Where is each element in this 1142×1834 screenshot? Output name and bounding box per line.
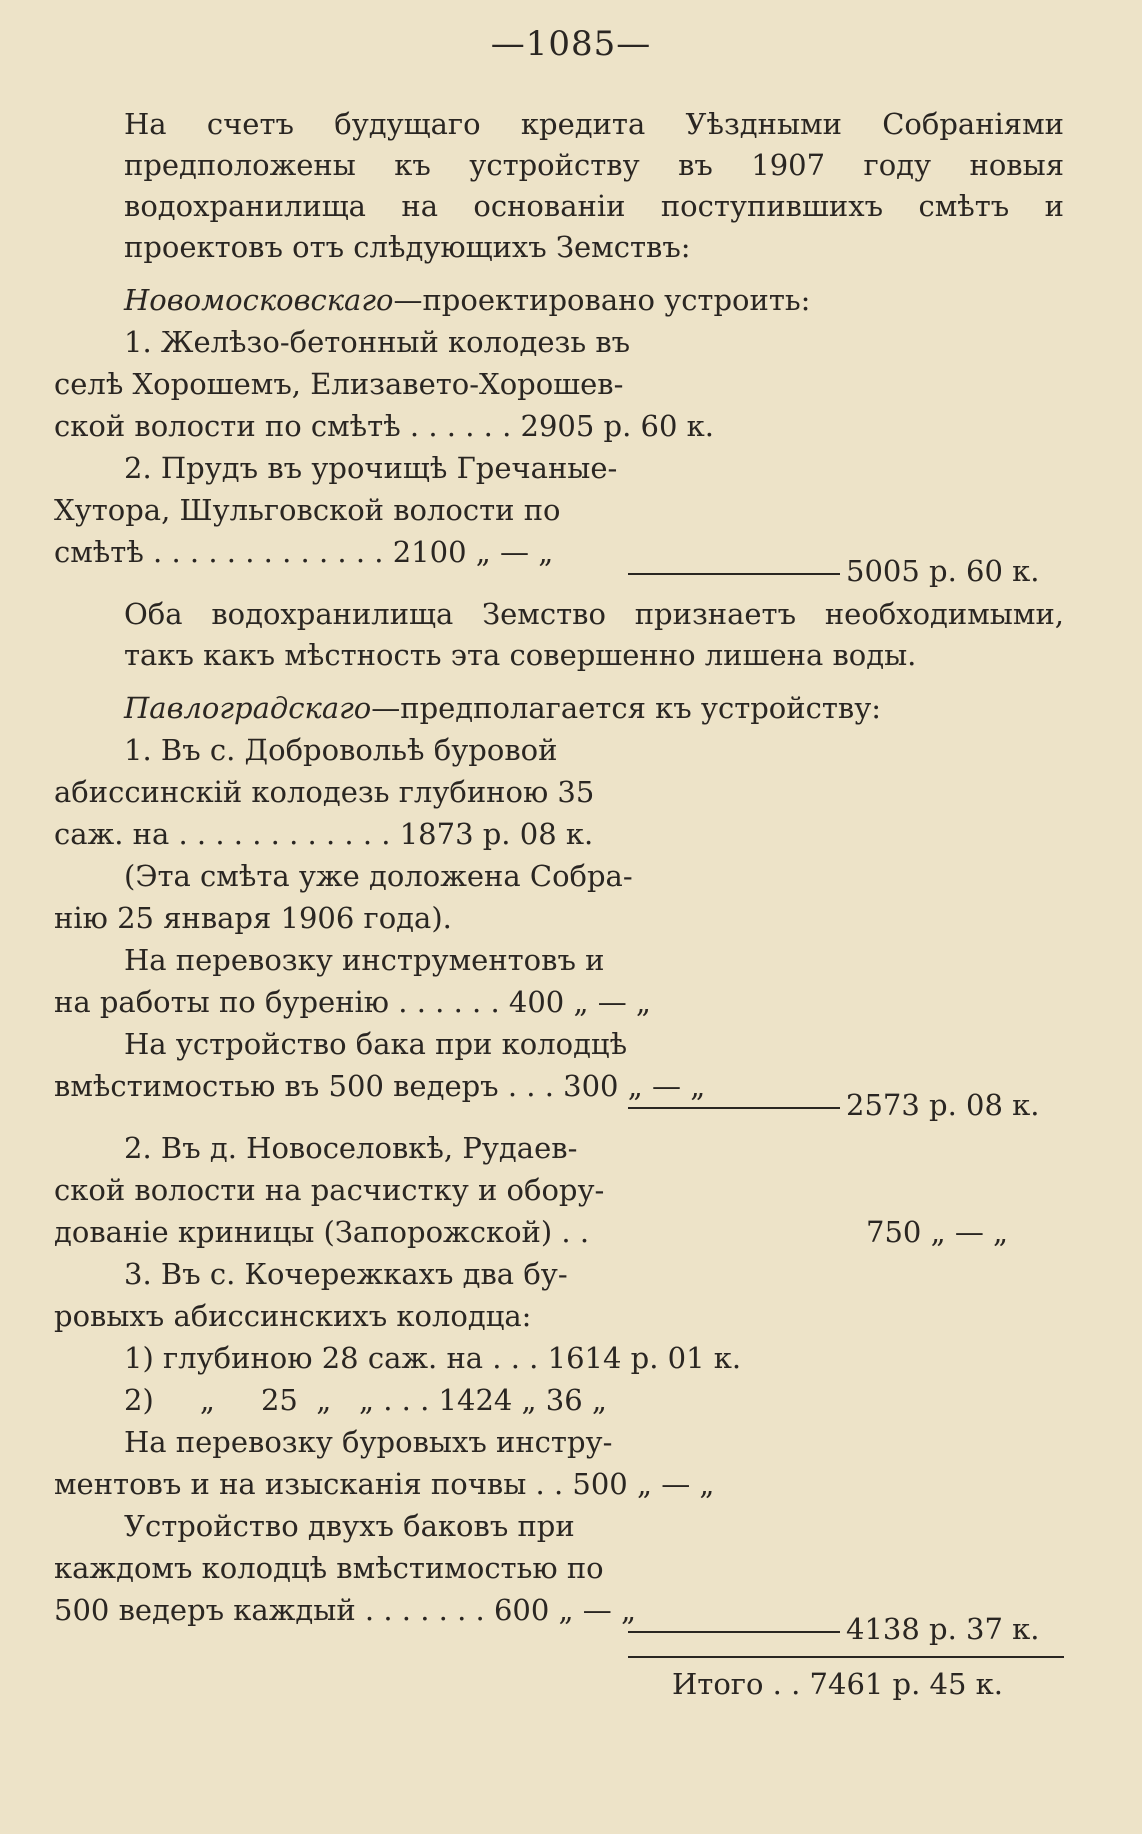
novomoskovsk-subtotal-rule [628,573,840,575]
novomoskovsk-item1-line3: ской волости по смѣтѣ . . . . . . 2905 р. 60 к. [54,409,715,443]
pavlograd-sum2: 750 „ — „ [866,1215,1009,1249]
pavlograd-line14: ровыхъ абиссинскихъ колодца: [54,1299,532,1333]
novomoskovsk-item1-line2: селѣ Хорошемъ, Елизавето-Хорошев- [54,367,624,401]
pavlograd-line12: дованіе криницы (Запорожской) . . [54,1215,590,1249]
pavlograd-line21: 500 ведеръ каждый . . . . . . . 600 „ — „ [54,1593,636,1627]
novomoskovsk-item2-line3: смѣтѣ . . . . . . . . . . . . . 2100 „ — „ [54,535,554,569]
pavlograd-line13: 3. Въ с. Кочережкахъ два бу- [124,1257,568,1291]
page-number: —1085— [490,24,652,64]
novomoskovsk-name: Новомосковскаго [124,283,394,317]
intro-paragraph: На счетъ будущаго кредита Уѣздными Собраніями предположены къ устройству въ 1907 году новыя водохранилища на основаніи поступившихъ смѣтъ и проектовъ отъ слѣдующихъ Земствъ: [124,107,1064,264]
novomoskovsk-total: 5005 р. 60 к. [846,554,1040,588]
total-rule [628,1656,1064,1658]
grand-total: Итого . . 7461 р. 45 к. [672,1667,1004,1701]
pavlograd-line5: нію 25 января 1906 года). [54,901,452,935]
novomoskovsk-heading: Новомосковскаго—проектировано устроить: [124,283,811,317]
pavlograd-line16: 2) „ 25 „ „ . . . 1424 „ 36 „ [124,1383,607,1417]
pavlograd-line18: ментовъ и на изысканія почвы . . 500 „ — „ [54,1467,715,1501]
pavlograd-sum1-rule [628,1107,840,1109]
pavlograd-line6: На перевозку инструментовъ и [124,943,605,977]
pavlograd-line3: саж. на . . . . . . . . . . . . 1873 р. 08 к. [54,817,594,851]
pavlograd-line1: 1. Въ с. Добровольѣ буровой [124,733,558,767]
pavlograd-sum1: 2573 р. 08 к. [846,1088,1040,1122]
pavlograd-line10: 2. Въ д. Новоселовкѣ, Рудаев- [124,1131,578,1165]
pavlograd-line15: 1) глубиною 28 саж. на . . . 1614 р. 01 к. [124,1341,742,1375]
pavlograd-line11: ской волости на расчистку и обору- [54,1173,605,1207]
novomoskovsk-item2-line1: 2. Прудъ въ урочищѣ Гречаные- [124,451,618,485]
both-note-paragraph: Оба водохранилища Земство признаетъ необходимыми, такъ какъ мѣстность эта совершенно лишена воды. [124,597,1064,672]
pavlograd-name: Павлоградскаго [124,691,372,725]
novomoskovsk-item2-line2: Хутора, Шульговской волости по [54,493,561,527]
pavlograd-line19: Устройство двухъ баковъ при [124,1509,575,1543]
pavlograd-line4: (Эта смѣта уже доложена Собра- [124,859,633,893]
pavlograd-line9: вмѣстимостью въ 500 ведеръ . . . 300 „ — „ [54,1069,706,1103]
pavlograd-line17: На перевозку буровыхъ инстру- [124,1425,613,1459]
pavlograd-line2: абиссинскій колодезь глубиною 35 [54,775,595,809]
novomoskovsk-item1-line1: 1. Желѣзо-бетонный колодезь въ [124,325,631,359]
pavlograd-sum3-rule [628,1631,840,1633]
pavlograd-heading: Павлоградскаго—предполагается къ устройству: [124,691,882,725]
pavlograd-line7: на работы по буренію . . . . . . 400 „ — „ [54,985,651,1019]
pavlograd-line8: На устройство бака при колодцѣ [124,1027,628,1061]
pavlograd-sum3: 4138 р. 37 к. [846,1612,1040,1646]
pavlograd-line20: каждомъ колодцѣ вмѣстимостью по [54,1551,604,1585]
